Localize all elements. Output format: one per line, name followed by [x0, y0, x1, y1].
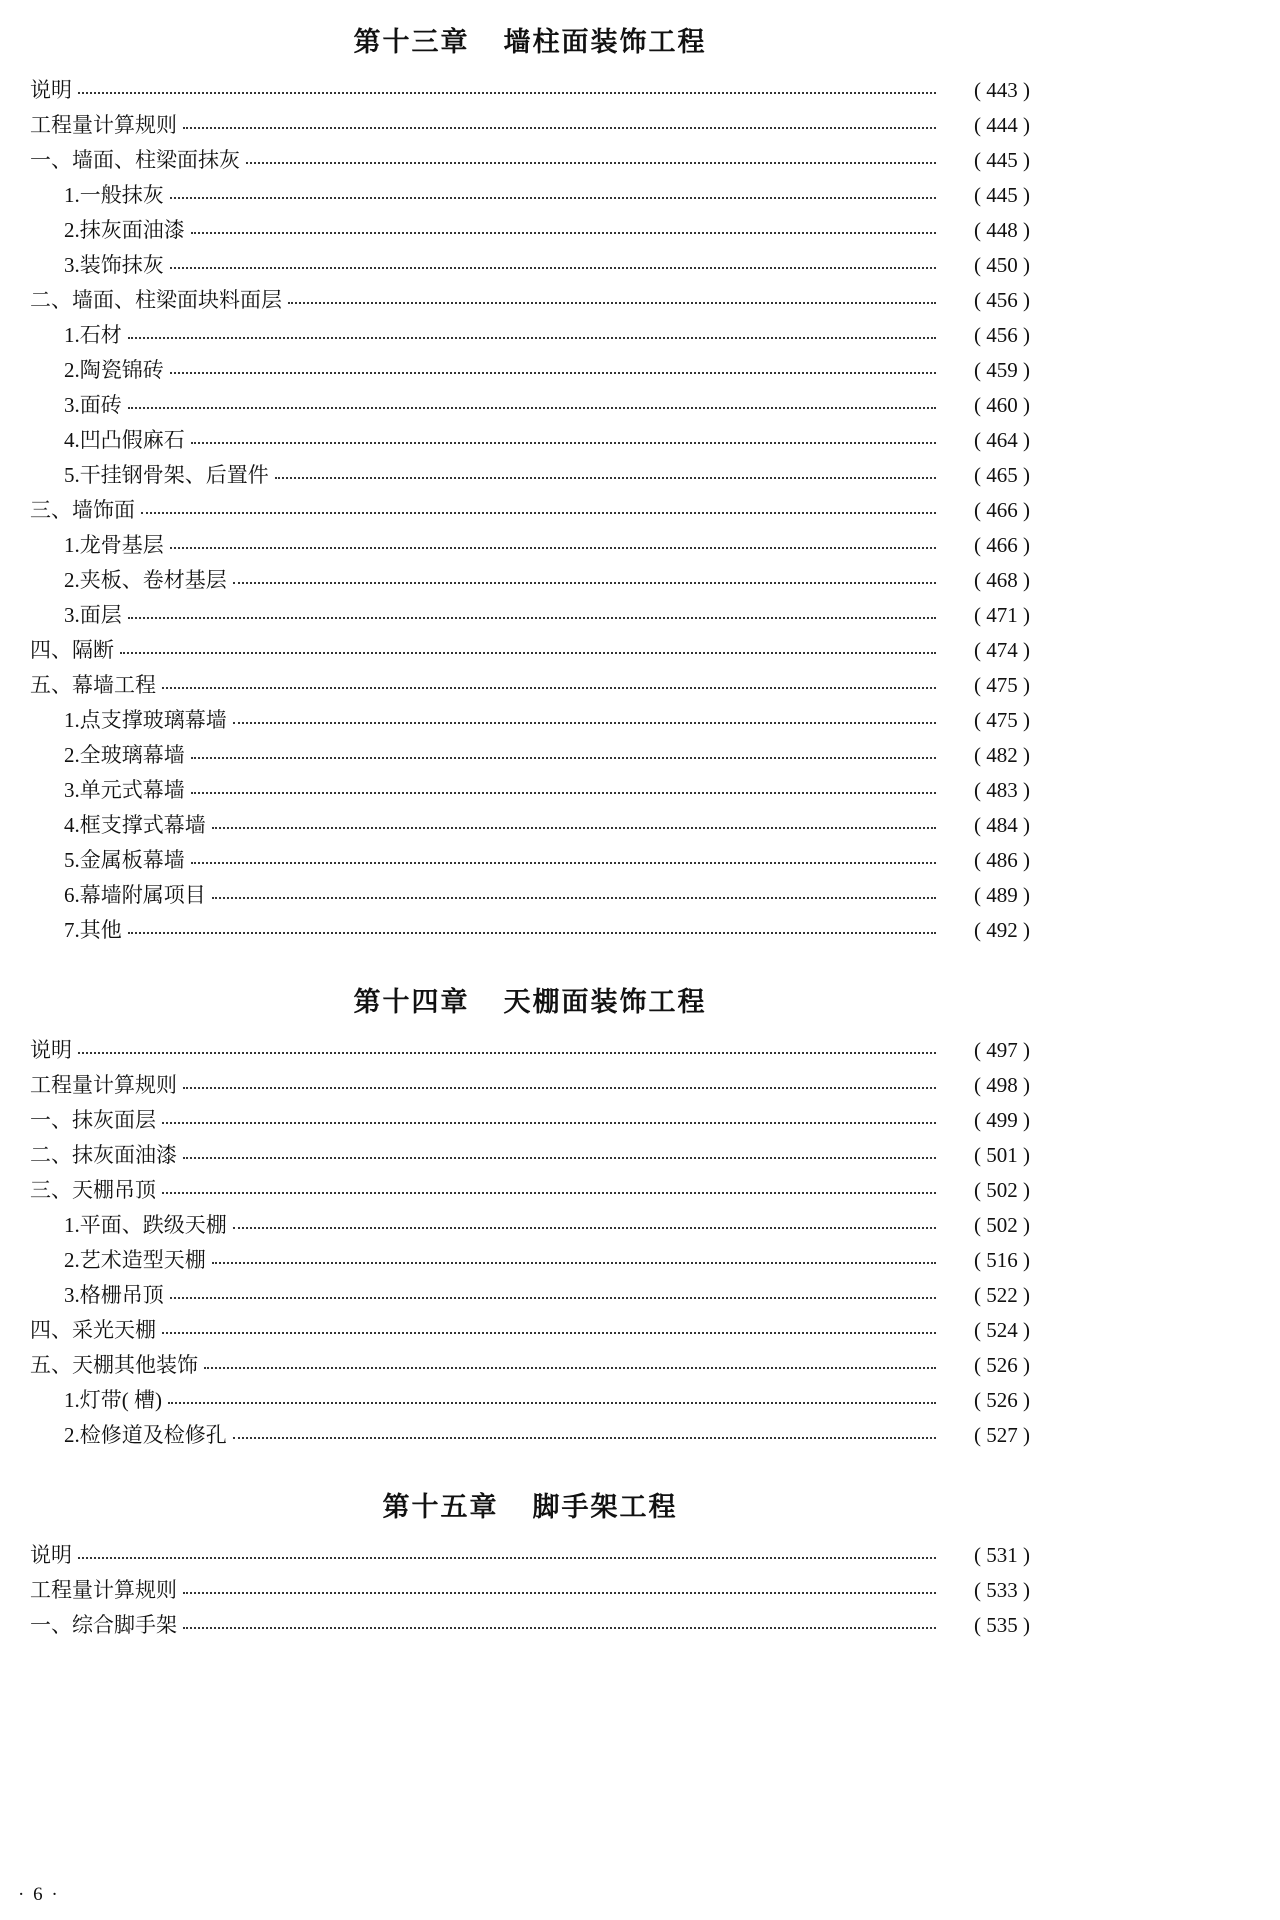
toc-entry[interactable]	[30, 1278, 1030, 1313]
toc-entry-page: ( 489 )	[974, 883, 1030, 907]
toc-entry-label: 二、墙面、柱梁面块料面层	[30, 288, 282, 312]
toc-leader-dots	[78, 91, 936, 94]
toc-leader-dots	[183, 126, 936, 129]
toc-entry[interactable]	[30, 738, 1030, 773]
toc-entry[interactable]	[30, 178, 1030, 213]
toc-entry-page: ( 492 )	[974, 918, 1030, 942]
toc-list	[30, 1033, 1030, 1453]
toc-entry[interactable]	[30, 248, 1030, 283]
toc-leader-dots	[204, 1366, 936, 1369]
toc-entry-page: ( 459 )	[974, 358, 1030, 382]
toc-leader-dots	[128, 616, 936, 619]
toc-leader-dots	[162, 686, 936, 689]
toc-entry-label: 1.龙骨基层	[64, 533, 164, 557]
toc-entry-page: ( 445 )	[974, 183, 1030, 207]
toc-leader-dots	[288, 301, 936, 304]
toc-leader-dots	[128, 336, 936, 339]
toc-entry-page: ( 502 )	[974, 1178, 1030, 1202]
toc-leader-dots	[212, 896, 936, 899]
toc-entry-page: ( 516 )	[974, 1248, 1030, 1272]
toc-entry[interactable]	[30, 283, 1030, 318]
toc-entry[interactable]	[30, 1418, 1030, 1453]
toc-entry-page: ( 524 )	[974, 1318, 1030, 1342]
toc-leader-dots	[191, 441, 936, 444]
chapter-number: 第十五章	[382, 1492, 499, 1522]
toc-entry-page: ( 474 )	[974, 638, 1030, 662]
toc-entry[interactable]	[30, 458, 1030, 493]
toc-entry-page: ( 464 )	[974, 428, 1030, 452]
toc-entry-label: 四、采光天棚	[30, 1318, 156, 1342]
toc-entry-label: 1.灯带( 槽)	[64, 1388, 162, 1412]
toc-entry-label: 四、隔断	[30, 638, 114, 662]
toc-entry-page: ( 456 )	[974, 323, 1030, 347]
toc-entry-page: ( 450 )	[974, 253, 1030, 277]
toc-entry-label: 3.单元式幕墙	[64, 778, 185, 802]
toc-entry[interactable]	[30, 598, 1030, 633]
toc-entry-page: ( 466 )	[974, 498, 1030, 522]
toc-entry-label: 4.框支撑式幕墙	[64, 813, 206, 837]
chapter-title	[30, 974, 1030, 1033]
toc-leader-dots	[128, 406, 936, 409]
toc-entry-label: 3.面层	[64, 603, 122, 627]
toc-entry-label: 工程量计算规则	[30, 1578, 177, 1602]
toc-entry-page: ( 498 )	[974, 1073, 1030, 1097]
toc-entry-page: ( 527 )	[974, 1423, 1030, 1447]
toc-entry[interactable]	[30, 73, 1030, 108]
toc-leader-dots	[170, 266, 936, 269]
toc-entry-label: 4.凹凸假麻石	[64, 428, 185, 452]
toc-entry-page: ( 468 )	[974, 568, 1030, 592]
toc-leader-dots	[128, 931, 936, 934]
toc-entry[interactable]	[30, 1208, 1030, 1243]
toc-entry[interactable]	[30, 1138, 1030, 1173]
toc-entry-label: 5.金属板幕墙	[64, 848, 185, 872]
toc-entry[interactable]	[30, 213, 1030, 248]
toc-leader-dots	[183, 1086, 936, 1089]
toc-entry-label: 1.一般抹灰	[64, 183, 164, 207]
toc-entry-label: 说明	[30, 78, 72, 102]
toc-entry[interactable]	[30, 1348, 1030, 1383]
toc-leader-dots	[233, 581, 936, 584]
toc-leader-dots	[191, 791, 936, 794]
toc-leader-dots	[170, 196, 936, 199]
toc-entry[interactable]	[30, 1608, 1030, 1643]
toc-leader-dots	[162, 1331, 936, 1334]
toc-entry-label: 2.抹灰面油漆	[64, 218, 185, 242]
toc-entry-label: 3.面砖	[64, 393, 122, 417]
toc-entry-page: ( 531 )	[974, 1543, 1030, 1567]
toc-entry-label: 1.石材	[64, 323, 122, 347]
toc-entry[interactable]	[30, 528, 1030, 563]
toc-leader-dots	[170, 1296, 936, 1299]
toc-entry-page: ( 448 )	[974, 218, 1030, 242]
toc-leader-dots	[246, 161, 936, 164]
toc-entry-page: ( 445 )	[974, 148, 1030, 172]
toc-entry-page: ( 471 )	[974, 603, 1030, 627]
toc-entry[interactable]	[30, 353, 1030, 388]
toc-entry-label: 3.装饰抹灰	[64, 253, 164, 277]
toc-entry[interactable]	[30, 843, 1030, 878]
toc-entry-label: 2.艺术造型天棚	[64, 1248, 206, 1272]
toc-entry[interactable]	[30, 668, 1030, 703]
toc-entry-page: ( 499 )	[974, 1108, 1030, 1132]
toc-entry[interactable]	[30, 878, 1030, 913]
toc-entry[interactable]	[30, 1243, 1030, 1278]
toc-leader-dots	[183, 1591, 936, 1594]
toc-entry[interactable]	[30, 808, 1030, 843]
toc-entry[interactable]	[30, 1103, 1030, 1138]
toc-entry-label: 一、墙面、柱梁面抹灰	[30, 148, 240, 172]
toc-list	[30, 1538, 1030, 1643]
chapter-name: 脚手架工程	[532, 1492, 678, 1522]
toc-entry[interactable]	[30, 1383, 1030, 1418]
toc-leader-dots	[162, 1121, 936, 1124]
toc-entry-page: ( 533 )	[974, 1578, 1030, 1602]
toc-entry[interactable]	[30, 1033, 1030, 1068]
toc-leader-dots	[233, 1436, 936, 1439]
toc-leader-dots	[170, 546, 936, 549]
chapter-title	[30, 1479, 1030, 1538]
toc-entry[interactable]	[30, 423, 1030, 458]
toc-column	[30, 14, 1030, 1643]
toc-entry-label: 工程量计算规则	[30, 113, 177, 137]
toc-entry-page: ( 465 )	[974, 463, 1030, 487]
toc-entry-page: ( 484 )	[974, 813, 1030, 837]
toc-entry-page: ( 502 )	[974, 1213, 1030, 1237]
toc-entry-label: 2.全玻璃幕墙	[64, 743, 185, 767]
chapter-number: 第十四章	[353, 987, 470, 1017]
toc-entry-label: 一、综合脚手架	[30, 1613, 177, 1637]
toc-leader-dots	[78, 1556, 936, 1559]
toc-entry[interactable]	[30, 913, 1030, 948]
toc-entry[interactable]	[30, 318, 1030, 353]
toc-leader-dots	[168, 1401, 936, 1404]
toc-entry-label: 一、抹灰面层	[30, 1108, 156, 1132]
toc-entry-label: 二、抹灰面油漆	[30, 1143, 177, 1167]
toc-entry-label: 说明	[30, 1543, 72, 1567]
section-gap	[30, 1453, 1030, 1479]
toc-entry-label: 2.检修道及检修孔	[64, 1423, 227, 1447]
toc-leader-dots	[212, 1261, 936, 1264]
toc-entry-label: 7.其他	[64, 918, 122, 942]
toc-entry[interactable]	[30, 493, 1030, 528]
toc-entry-page: ( 475 )	[974, 708, 1030, 732]
toc-entry-page: ( 535 )	[974, 1613, 1030, 1637]
toc-entry[interactable]	[30, 1573, 1030, 1608]
toc-entry-label: 2.陶瓷锦砖	[64, 358, 164, 382]
toc-entry[interactable]	[30, 1538, 1030, 1573]
toc-entry-label: 五、幕墙工程	[30, 673, 156, 697]
toc-entry-label: 5.干挂钢骨架、后置件	[64, 463, 269, 487]
toc-entry-label: 2.夹板、卷材基层	[64, 568, 227, 592]
toc-entry[interactable]	[30, 1173, 1030, 1208]
toc-entry-page: ( 526 )	[974, 1388, 1030, 1412]
toc-entry-page: ( 466 )	[974, 533, 1030, 557]
toc-entry-page: ( 486 )	[974, 848, 1030, 872]
toc-entry[interactable]	[30, 773, 1030, 808]
toc-list	[30, 73, 1030, 948]
toc-entry[interactable]	[30, 703, 1030, 738]
toc-entry-page: ( 456 )	[974, 288, 1030, 312]
toc-entry-label: 五、天棚其他装饰	[30, 1353, 198, 1377]
chapter-name: 天棚面装饰工程	[503, 987, 707, 1017]
toc-leader-dots	[191, 756, 936, 759]
toc-entry[interactable]	[30, 388, 1030, 423]
toc-entry-page: ( 482 )	[974, 743, 1030, 767]
toc-leader-dots	[78, 1051, 936, 1054]
toc-leader-dots	[183, 1626, 936, 1629]
toc-entry-page: ( 526 )	[974, 1353, 1030, 1377]
toc-entry[interactable]	[30, 633, 1030, 668]
toc-entry-label: 三、墙饰面	[30, 498, 135, 522]
toc-entry-page: ( 475 )	[974, 673, 1030, 697]
toc-leader-dots	[212, 826, 936, 829]
toc-entry-page: ( 522 )	[974, 1283, 1030, 1307]
toc-entry[interactable]	[30, 563, 1030, 598]
toc-entry-label: 6.幕墙附属项目	[64, 883, 206, 907]
toc-entry-page: ( 443 )	[974, 78, 1030, 102]
toc-leader-dots	[170, 371, 936, 374]
toc-leader-dots	[275, 476, 936, 479]
toc-leader-dots	[141, 511, 936, 514]
toc-entry[interactable]	[30, 1313, 1030, 1348]
toc-entry[interactable]	[30, 143, 1030, 178]
toc-entry-page: ( 483 )	[974, 778, 1030, 802]
toc-entry-page: ( 497 )	[974, 1038, 1030, 1062]
toc-entry[interactable]	[30, 108, 1030, 143]
toc-entry-page: ( 460 )	[974, 393, 1030, 417]
toc-leader-dots	[183, 1156, 936, 1159]
chapter-title	[30, 14, 1030, 73]
toc-leader-dots	[191, 231, 936, 234]
toc-entry-page: ( 501 )	[974, 1143, 1030, 1167]
toc-entry[interactable]	[30, 1068, 1030, 1103]
toc-leader-dots	[120, 651, 936, 654]
toc-entry-label: 工程量计算规则	[30, 1073, 177, 1097]
toc-entry-label: 三、天棚吊顶	[30, 1178, 156, 1202]
toc-leader-dots	[191, 861, 936, 864]
toc-entry-label: 说明	[30, 1038, 72, 1062]
page-number: · 6 ·	[18, 1884, 60, 1905]
toc-leader-dots	[233, 721, 936, 724]
toc-entry-page: ( 444 )	[974, 113, 1030, 137]
chapter-name: 墙柱面装饰工程	[503, 27, 707, 57]
chapter-number: 第十三章	[353, 27, 470, 57]
toc-entry-label: 3.格栅吊顶	[64, 1283, 164, 1307]
toc-leader-dots	[162, 1191, 936, 1194]
toc-entry-label: 1.点支撑玻璃幕墙	[64, 708, 227, 732]
section-gap	[30, 948, 1030, 974]
toc-entry-label: 1.平面、跌级天棚	[64, 1213, 227, 1237]
toc-leader-dots	[233, 1226, 936, 1229]
